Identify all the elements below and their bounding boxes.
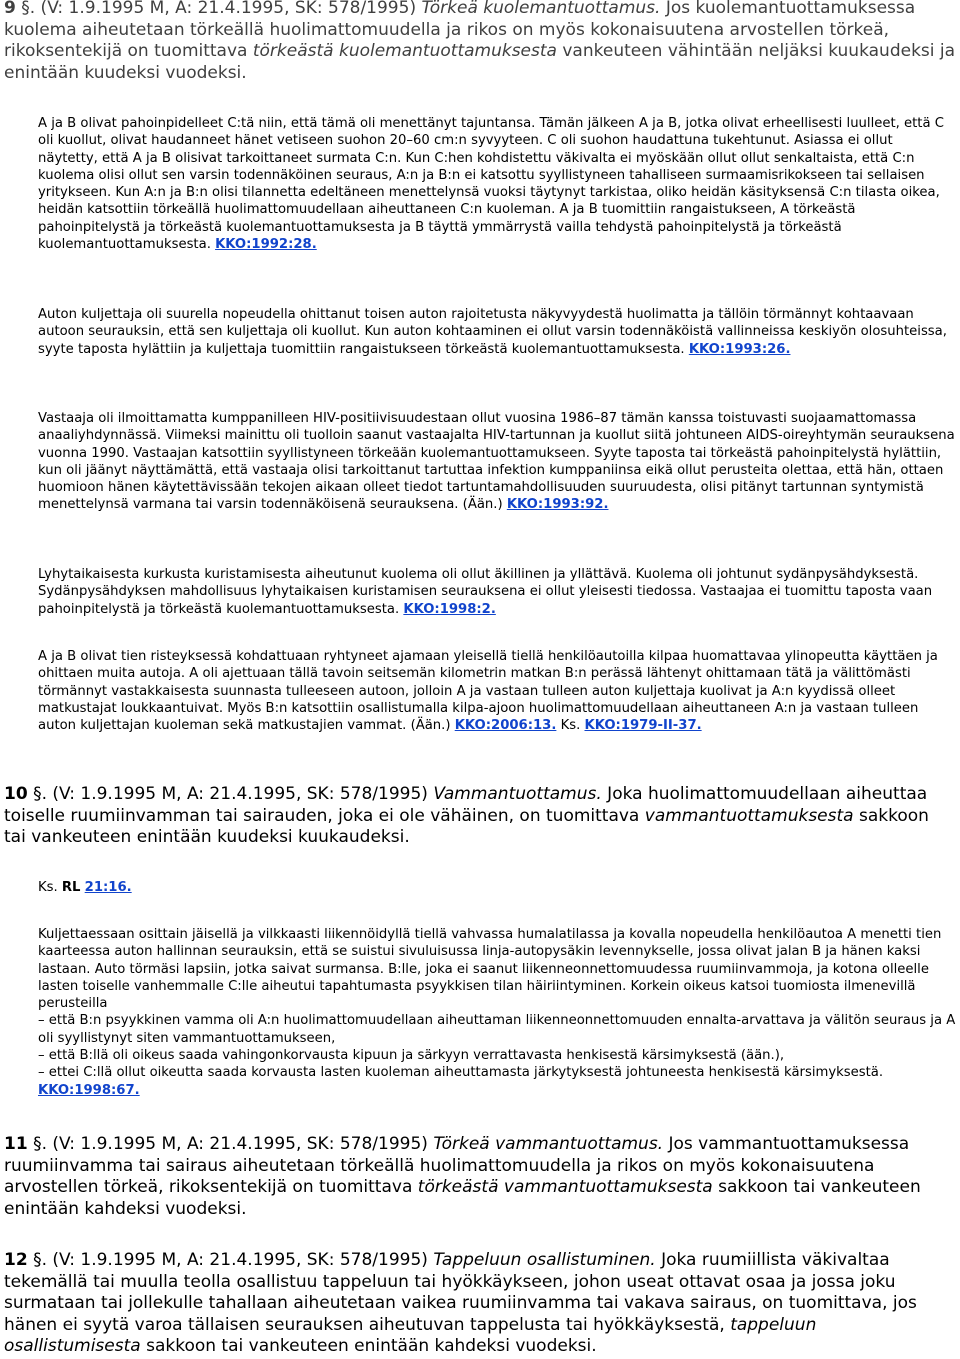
- kko-link[interactable]: KKO:1979-II-37.: [584, 718, 702, 734]
- rl-link[interactable]: 21:16.: [84, 880, 132, 895]
- section-11: [4, 1134, 956, 1220]
- rl-label: RL: [61, 880, 81, 895]
- kko-link[interactable]: KKO:1993:92.: [506, 497, 609, 513]
- see-also-text: Ks.: [556, 718, 585, 734]
- section-number: 10: [4, 784, 28, 804]
- case-point: [38, 1047, 956, 1064]
- case-summary: [38, 306, 956, 358]
- offence-name: törkeästä kuolemantuottamuksesta: [252, 41, 557, 61]
- section-text-end: sakkoon tai vankeuteen enintään kahdeksi vuodeksi.: [4, 1177, 921, 1219]
- section-text: Jos kuolemantuottamuksessa kuolema aiheutetaan törkeällä huolimattomuudella ja rikos on myös kokonaisuutena arvostellen törkeä, rikoksentekijä on tuomittava: [4, 0, 916, 61]
- section-text-end: sakkoon tai vankeuteen enintään kahdeksi vuodeksi.: [140, 1336, 597, 1356]
- offence-name: vammantuottamuksesta: [644, 805, 854, 826]
- case-text: Auton kuljettaja oli suurella nopeudella ohittanut toisen auton rajoitetusta näkyvyydestä huolimatta ja tällöin törmännyt kohtaavaan autoon seurauksin, että sen kuljettaja oli kuollut. Kun auton kohtaaminen ei ollut varsin todennäköistä vallinneissa keskiyön olosuhteissa, syyte taposta hylättiin ja kuljettaja tuomittiin rangaistukseen törkeästä kuolemantuottamuksesta.: [38, 307, 947, 357]
- section-lead: §. (V: 1.9.1995 M, A: 21.4.1995, SK: 578/1995): [27, 784, 434, 804]
- case-summary: [38, 566, 956, 618]
- section-text-end: vankeuteen vähintään neljäksi kuukaudeksi ja enintään kuudeksi vuodeksi.: [4, 41, 956, 83]
- case-text: Vastaaja oli ilmoittamatta kumppanilleen HIV-positiivisuudestaan ollut vuosina 1986–87 tämän kanssa toistuvasti suojaamattomassa anaaliyhdynnässä. Viimeksi mainittu oli tuolloin saanut vastaajalta HIV-tartunnan ja kuollut siitä johtuneen AIDS-oireyhtymän seurauksena vuonna 1990. Vastaajan katsottiin syyllistyneen törkeään kuolemantuottamukseen. Syyte taposta tai törkeästä pahoinpitelystä hylättiin, kun oli jäänyt näyttämättä, että vastaaja olisi tarkoittanut tartuttaa infektion kumppaniinsa eikä ollut perusteita olettaa, että hän, ottaen huomioon hänen käytettävissään tekojen aikaan olleet tiedot tartuntamahdollisuuden suuruudesta, olisi pitänyt tartunnan syntymistä menettelynsä varmana tai varsin todennäköisenä seurauksena. (Ään.): [38, 411, 955, 513]
- section-title: Törkeä kuolemantuottamus.: [421, 0, 661, 18]
- kko-link[interactable]: KKO:1992:28.: [215, 237, 317, 253]
- section-text: Jos vammantuottamuksessa ruumiinvamma tai sairaus aiheutetaan törkeällä huolimattomuudella ja rikos on myös kokonaisuutena arvostellen törkeä, rikoksentekijä on tuomittava: [4, 1134, 910, 1197]
- case-point-text: – että B:llä oli oikeus saada vahingonkorvausta kipuun ja särkyyn verrattavasta henkisestä kärsimyksestä (ään.),: [38, 1048, 785, 1064]
- section-text: Joka ruumiillista väkivaltaa tekemällä tai muulla teolla osallistuu tappeluun tai hyökkäykseen, johon useat ottavat osaa ja jossa joku surmataan tai jollekulle tahallaan aiheutetaan vaikea ruumiinvamma tai vakava sairaus, on tuomittava, jos hänen ei syytä varoa tällaisen seurauksen aiheutuvan tappelusta tai hyökkäyksestä,: [4, 1250, 917, 1335]
- section-number: 12: [4, 1250, 28, 1270]
- case-summary: [38, 410, 956, 514]
- section-number: 11: [4, 1134, 28, 1154]
- section-9: [4, 0, 956, 84]
- case-point: – että B:n psyykkinen vamma oli A:n huolimattomuudellaan aiheuttaman liikenneonnettomuuden ennalta-arvattava ja välitön seuraus ja A oli syyllistynyt siten vammantuottamukseen,: [38, 1013, 956, 1046]
- see-prefix: Ks.: [38, 880, 62, 895]
- case-point-text: – ettei C:llä ollut oikeutta saada korvausta lasten kuoleman aiheuttamasta järkytyksestä johtuneesta henkisestä kärsimyksestä.: [38, 1065, 884, 1081]
- section-title: Vammantuottamus.: [433, 784, 602, 804]
- section-text-end: sakkoon tai vankeuteen enintään kuudeksi kuukaudeksi.: [4, 805, 929, 847]
- case-text: A ja B olivat tien risteyksessä kohdattuaan ryhtyneet ajamaan yleisellä tiellä henkilöautoilla kilpaa huomattavaa ylinopeutta käyttäen ja ohittaen muita autoja. A oli ajettuaan tällä tavoin seitsemän kilometrin matkan B:n perässä lähtenyt ohittamaan tätä ja välittömästi törmännyt vastakkaisesta suunnasta tulleeseen autoon, jolloin A ja vastaan tulleen auton kuljettaja kuolivat ja A:n kyydissä olleet matkustajat loukkaantuivat. Myös B:n katsottiin osallistumalla kilpa-ajoon huolimattomuudellaan aiheuttaneen A:n ja vastaan tulleen auton kuljettajan kuoleman sekä matkustajien vammat. (Ään.): [38, 649, 938, 734]
- section-10: [4, 784, 956, 849]
- section-lead: §. (V: 1.9.1995 M, A: 21.4.1995, SK: 578/1995): [27, 1134, 434, 1154]
- section-lead: §. (V: 1.9.1995 M, A: 21.4.1995, SK: 578/1995): [15, 0, 422, 18]
- case-summary: [38, 115, 956, 253]
- section-12: [4, 1250, 956, 1358]
- section-text: Joka huolimattomuudellaan aiheuttaa toiselle ruumiinvamman tai sairauden, joka ei ole vähäinen, on tuomittava: [4, 784, 928, 826]
- kko-link[interactable]: KKO:1993:26.: [688, 341, 791, 357]
- section-lead: §. (V: 1.9.1995 M, A: 21.4.1995, SK: 578/1995): [27, 1250, 434, 1270]
- case-text: A ja B olivat pahoinpidelleet C:tä niin, että tämä oli menettänyt tajuntansa. Tämän jälkeen A ja B, jotka olivat erheellisesti luulleet, että C oli kuollut, olivat haudanneet hänet vetiseen suohon 20–60 cm:n syvyyteen. C oli suohon haudattuna tukehtunut. Asiassa ei ollut näytetty, että A ja B olisivat tarkoittaneet surmata C:n. Kun C:hen kohdistettu väkivalta ei myöskään ollut ollut senkaltaista, että C:n kuolema olisi ollut sen varsin todennäköinen seuraus, A:n ja B:n ei katsottu syyllistyneen tahalliseen surmaamisrikokseen tai sellaisen yritykseen. Kun A:n ja B:n olisi tilannetta edeltäneen menettelynsä vuoksi täytynyt tarkistaa, oliko heidän käsityksensä C:n tilasta oikea, heidän katsottiin törkeällä huolimattomuudellaan aiheuttaneen C:n kuoleman. A ja B tuomittiin rangaistukseen, A törkeästä pahoinpitelystä ja törkeästä kuolemantuottamuksesta ja B täyttä ymmärrystä vailla tehdystä pahoinpitelystä ja törkeästä kuolemantuottamuksesta.: [38, 116, 944, 253]
- see-reference: [38, 879, 956, 896]
- case-point: [38, 1064, 956, 1099]
- case-summary: [38, 926, 956, 1099]
- case-text: Lyhytaikaisesta kurkusta kuristamisesta aiheutunut kuolema oli ollut äkillinen ja yllättävä. Kuolema oli johtunut sydänpysähdyksestä. Sydänpysähdyksen mahdollisuus lyhytaikaisen kuristamisen seurauksena ei ollut yleisesti tiedossa. Vastaajaa ei tuomittu taposta vaan pahoinpitelystä ja törkeästä kuolemantuottamuksesta.: [38, 567, 933, 617]
- section-number: 9: [4, 0, 16, 18]
- kko-link[interactable]: KKO:1998:2.: [403, 601, 496, 617]
- section-title: Törkeä vammantuottamus.: [433, 1134, 664, 1154]
- section-title: Tappeluun osallistuminen.: [433, 1250, 656, 1270]
- offence-name: tappeluun osallistumisesta: [4, 1314, 817, 1356]
- offence-name: törkeästä vammantuottamuksesta: [417, 1177, 713, 1197]
- kko-link[interactable]: KKO:2006:13.: [454, 718, 557, 734]
- case-summary: [38, 648, 956, 734]
- kko-link[interactable]: KKO:1998:67.: [38, 1082, 140, 1098]
- case-text: Kuljettaessaan osittain jäisellä ja vilkkaasti liikennöidyllä tiellä vahvassa humalatilassa ja kovalla nopeudella henkilöautoa A menetti tien kaarteessa auton hallinnan seurauksin, että se suistui sivuluisussa linja-autopysäkin levennykselle, jossa olivat jalan B ja hänen kaksi lastaan. Auto törmäsi lapsiin, jotka saivat surmansa. B:lle, joka ei saanut liikenneonnettomuudessa ruumiinvammoja, ja kotona olleelle lasten toiselle vanhemmalle C:lle aiheutui tapahtumasta psyykkisen tilan häiriintyminen. Korkein oikeus katsoi tuomiosta ilmenevillä perusteilla: [38, 927, 942, 1012]
